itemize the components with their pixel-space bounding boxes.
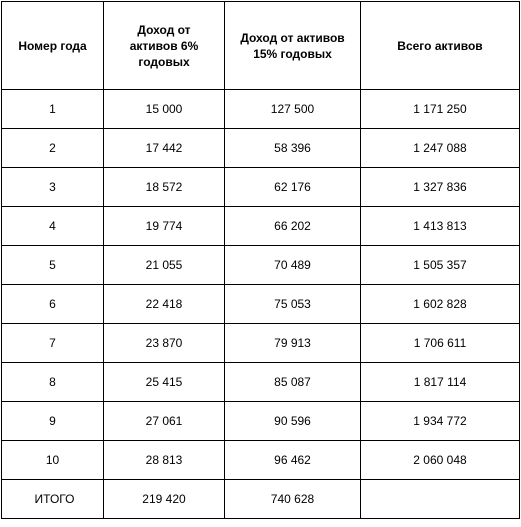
cell-year: 9: [2, 402, 104, 441]
cell-income-15: 79 913: [225, 324, 361, 363]
cell-income-6: 28 813: [104, 441, 225, 480]
cell-income-15: 96 462: [225, 441, 361, 480]
table-row: [2, 363, 520, 402]
cell-year: 5: [2, 246, 104, 285]
cell-income-15: 127 500: [225, 90, 361, 129]
cell-income-15: 85 087: [225, 363, 361, 402]
cell-assets: 1 934 772: [361, 402, 520, 441]
cell-assets: 1 817 114: [361, 363, 520, 402]
header-income-15-percent: Доход от активов 15% годовых: [225, 2, 361, 90]
cell-assets: 1 602 828: [361, 285, 520, 324]
header-row: [2, 2, 520, 90]
cell-income-15: 58 396: [225, 129, 361, 168]
total-row: [2, 480, 520, 519]
cell-income-15: 70 489: [225, 246, 361, 285]
table-row: [2, 90, 520, 129]
cell-assets: 1 413 813: [361, 207, 520, 246]
table-row: [2, 402, 520, 441]
cell-income-6: 25 415: [104, 363, 225, 402]
total-income-6: 219 420: [104, 480, 225, 519]
table-row: [2, 207, 520, 246]
cell-assets: 1 247 088: [361, 129, 520, 168]
cell-income-6: 21 055: [104, 246, 225, 285]
table-row: [2, 129, 520, 168]
cell-year: 4: [2, 207, 104, 246]
cell-year: 1: [2, 90, 104, 129]
table-header: [2, 2, 520, 90]
total-income-15: 740 628: [225, 480, 361, 519]
cell-assets: 2 060 048: [361, 441, 520, 480]
header-total-assets: Всего активов: [361, 2, 520, 90]
cell-income-6: 23 870: [104, 324, 225, 363]
cell-income-15: 75 053: [225, 285, 361, 324]
cell-income-6: 22 418: [104, 285, 225, 324]
income-table: [1, 1, 520, 519]
total-label-cell: [2, 480, 104, 519]
cell-year: 10: [2, 441, 104, 480]
table-row: [2, 324, 520, 363]
cell-income-6: 19 774: [104, 207, 225, 246]
cell-income-6: 27 061: [104, 402, 225, 441]
cell-income-6: 17 442: [104, 129, 225, 168]
cell-income-15: 90 596: [225, 402, 361, 441]
cell-year: 6: [2, 285, 104, 324]
table-body: [2, 90, 520, 519]
header-income-6-percent: Доход от активов 6% годовых: [104, 2, 225, 90]
cell-assets: 1 706 611: [361, 324, 520, 363]
table-row: [2, 168, 520, 207]
cell-income-6: 18 572: [104, 168, 225, 207]
cell-year: 8: [2, 363, 104, 402]
cell-assets: 1 171 250: [361, 90, 520, 129]
total-label: ИТОГО: [34, 492, 75, 506]
cell-assets: 1 327 836: [361, 168, 520, 207]
cell-year: 7: [2, 324, 104, 363]
cell-year: 3: [2, 168, 104, 207]
cell-income-15: 66 202: [225, 207, 361, 246]
header-year-number: Номер года: [2, 2, 104, 90]
cell-income-6: 15 000: [104, 90, 225, 129]
cell-year: 2: [2, 129, 104, 168]
table-row: [2, 441, 520, 480]
table-row: [2, 246, 520, 285]
table-row: [2, 285, 520, 324]
cell-income-15: 62 176: [225, 168, 361, 207]
total-assets: [361, 480, 520, 519]
cell-assets: 1 505 357: [361, 246, 520, 285]
